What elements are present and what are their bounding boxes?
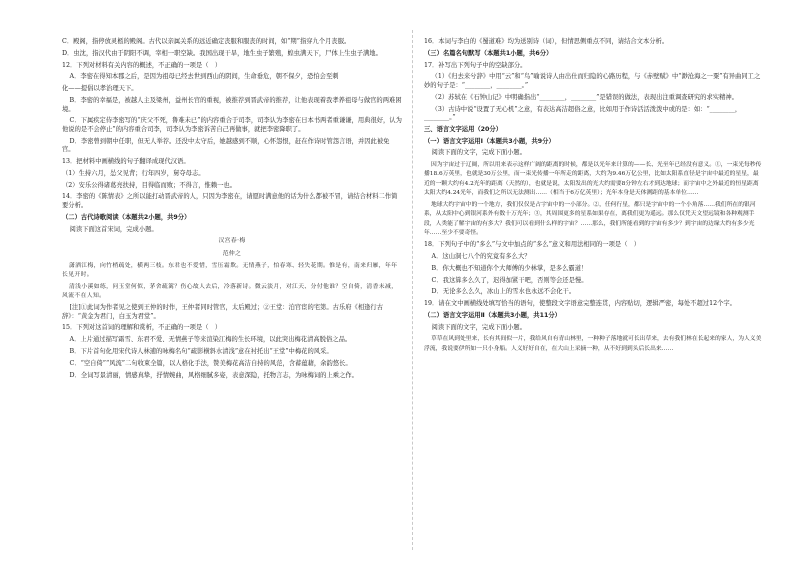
left-paragraph: A．上片通过描写霜雪、东君不爱、无情燕子等来渲染江梅的生长环境，以此突出梅花清高脱俗之品。 xyxy=(69,336,352,344)
left-paragraph: 潇洒江梅，向竹梢疏处，横两三枝。东君也不爱惜，雪压霜欺。无情燕子，怕春寒、轻失花期。惟是有，南来归雁，年年长见开时。 xyxy=(62,262,398,278)
right-paragraph: （1）《归去来兮辞》中用“云”和“鸟”喻说诗人由出仕而归隐的心路历程，与《赤壁赋》中“渺沧海之一粟”有异曲同工之妙的句子是：“________，________。” xyxy=(424,73,761,89)
left-paragraph: C．殿阁，指停放灵柩的殿阁。古代以亲属关系的远近确定丧服和服丧的时间，如“期”指穿九个月丧服。 xyxy=(62,38,351,45)
right-paragraph: D．无论多么么久，冰山上的雪水也永远不会化干。 xyxy=(431,288,576,296)
left-column xyxy=(62,38,402,383)
left-paragraph: D．李密曾到朝中任职，但无人举荐。还没中太守后，她越感到不顺，心怀怨恨，赶在作诗时管怨言语，并因此被免官。 xyxy=(62,137,390,154)
left-paragraph: 12．下列对材料有关内容的概述，不正确的一项是（ ） xyxy=(62,61,222,69)
right-paragraph: （2）苏轼在《石钟山记》中明确指出“________，________”是错误的做法，表现出注重调查研究的求实精神。 xyxy=(431,93,738,101)
left-paragraph: 化——提倡以孝治理天下。 xyxy=(62,85,138,93)
column-divider xyxy=(412,30,413,550)
left-paragraph: 范仲之 xyxy=(222,250,242,257)
right-paragraph: （三）名篇名句默写（本题共1小题，共6分） xyxy=(424,49,553,57)
right-paragraph: 19．请在文中画横线处填写恰当的语句，使整段文字语意完整连贯，内容贴切，逻辑严密，每处不超过12个字。 xyxy=(424,300,736,308)
left-paragraph: 13．把材料中画横线的句子翻译成现代汉语。 xyxy=(62,158,190,166)
left-paragraph: C．“空自倚”“风流”二句收束全篇，以人格化手法，赞美梅花高洁自持的风范，含蓄蕴藉，余韵悠长。 xyxy=(69,359,352,367)
right-paragraph: 18．下列句子中的“多么”与文中加点的“多么”意义和用法相同的一项是（ ） xyxy=(424,241,641,249)
left-paragraph: [注]①此词为作者见之使到王仲的时作，王仲者同时管官，太后殿过；②王堂：泊官宦的宅第。古乐府《相逢行古辞》：“黄金为君门，白玉为君堂”。 xyxy=(62,304,384,320)
left-paragraph: A．李密在得知本郡之后，是因为祖母已经去世到西山的阴间，生命垂危，朝不保夕，恐怕会至刺 xyxy=(69,73,339,81)
right-paragraph: 17．补写出下列句子中的空缺部分。 xyxy=(424,61,527,69)
left-paragraph: B．李密的幸福是，被越人主及梁州，益州长官的重视，被推荐到晋武帝的推荐，让他表现着我孝养祖母与做官的两难困境。 xyxy=(62,96,402,113)
right-paragraph: 三、语言文字运用（20分） xyxy=(424,125,503,133)
right-paragraph: 阅读下面的文字，完成下面小题。 xyxy=(431,323,526,331)
right-paragraph: C．我这算多么久了，迟得加紧干吧，否则等会还是慢。 xyxy=(431,276,588,284)
left-paragraph: 阅读下面这首宋词，完成小题。 xyxy=(69,225,158,233)
right-paragraph: （一）语言文字运用Ⅰ（本题共3小题，共9分） xyxy=(424,137,555,145)
left-paragraph: D．虫沈，指汉代由于阴阳不调，宰相一职空缺。我国出现干旱，地生虫子繁殖，蝗虫满天下，尸体上生虫子满地。 xyxy=(62,49,382,57)
left-paragraph: B．下片首句化用宋代诗人林逋的咏梅名句“疏影横斜水清浅”意在衬托出“王堂”中梅花的风采。 xyxy=(69,348,333,355)
right-paragraph: （二）语言文字运用Ⅱ（本题共3小题，共11分） xyxy=(424,311,561,319)
left-paragraph: D．全词写景清丽，情感真挚，抒情婉曲，风格细腻多姿，表意深隐，托物言志，为咏梅词的上乘之作。 xyxy=(69,371,358,379)
left-paragraph: （1）生持六月，怂父见背；行年四岁，舅夺母志。 xyxy=(62,169,205,177)
left-paragraph: 14．李密的《陈情表》之所以能打动晋武帝的人，只因为李密在，请愿时满意他的话为什么都被不冒，请结合材料二作简要分析。 xyxy=(62,193,398,209)
right-paragraph: B．你大概也不知道你个大师傅的少林掌，是多么霸道！ xyxy=(431,264,588,272)
right-paragraph: 16．本词与李白的《蜀道难》均为送别诗（词），但情思侧重点不同，请结合文本分析。 xyxy=(424,38,669,45)
right-paragraph: 草草在风到处里来，长有其间似一片，我给风自有青山林里，一种种子落地就可长出草来，去有我们林在长起来的家人，为人义美浮流，我说要伊所如一只小身船。人义好好自在，在大山上采摘一种，从不好到到头后长出来…… xyxy=(424,336,762,352)
right-paragraph: 地球大约宇宙中的一个地方，我们仅仅是占宇宙中的一小部分。②，任何行星，都只是宇宙中的一个小角落……我们所在的银河系，从太阳中心到银河系外有数十万光年；③，其周围更多的星系如果存在，离我们更为遥远。那么仅凭天文望远镜和各种观测手段，人类能了解宇宙的有多大？我们可以看到什么样的宇宙？……那么，我们所能看到的宇宙有多少？到宇宙的边缘大约有多少光年……至少不要奇怪。 xyxy=(424,202,756,236)
right-column xyxy=(424,38,764,357)
right-paragraph: A．这山洞七八个的究竟有多么大？ xyxy=(431,253,531,260)
left-paragraph: （二）古代诗歌阅读（本题共2小题，共9分） xyxy=(62,213,191,221)
right-paragraph: （3）古诗中说“设置了无心机”之意，有表达高洁超俗之意，比如用于作诗活活泼泼中或的是：如：“________，________。” xyxy=(424,105,742,122)
left-paragraph: 清浅小溪如练，问玉堂何似，茅舍疏篱？伤心故人去后，冷落新诗。微云淡月，对江天、分付他谁？空自倚，清香未减，风流不在人知。 xyxy=(62,283,398,299)
left-paragraph: （2）安乐公得诸葛亮扶持，目得临而败；不得言，惟赖一也。 xyxy=(62,181,237,189)
left-paragraph: 汉宫春·梅 xyxy=(218,238,246,245)
left-paragraph: C．下属疾定侍李密写的“庆父不死，鲁难未已”的内容重合于司李，司李认为李密在日本书两者重谦谦，用典很好，认为他说的是不会停止”的内容重合司李，司李认为李密诉苦自己再做事，就把李密降职了。 xyxy=(62,117,402,133)
left-paragraph: 15．下列对这首词的理解和赏析，不正确的一项是（ ） xyxy=(62,324,222,332)
right-paragraph: 因为宇宙过于辽阔，所以用来表示这样广阔的距离的时候，都是以光年来计算的——长、光至年已经没有意义。①，一束光每秒传播18.6万英里，也就是30万公里，而一束光传播一年所走的距离，大约为9.46万亿公里，比如太阳系直径是宇宙中最近的星星，最近的一颗大约有4.2光年的距离（天然的），也就是说，太阳发出的光大约需要8分钟左右才到达地球；而宇宙中之外最近的恒星距离太阳大约4.24光年，而我们之所以无法测出……（相当于6万亿英里）；光年本身是天体测距的基本单位…… xyxy=(424,162,762,196)
right-paragraph: 阅读下面的文字，完成下面小题。 xyxy=(431,149,526,157)
